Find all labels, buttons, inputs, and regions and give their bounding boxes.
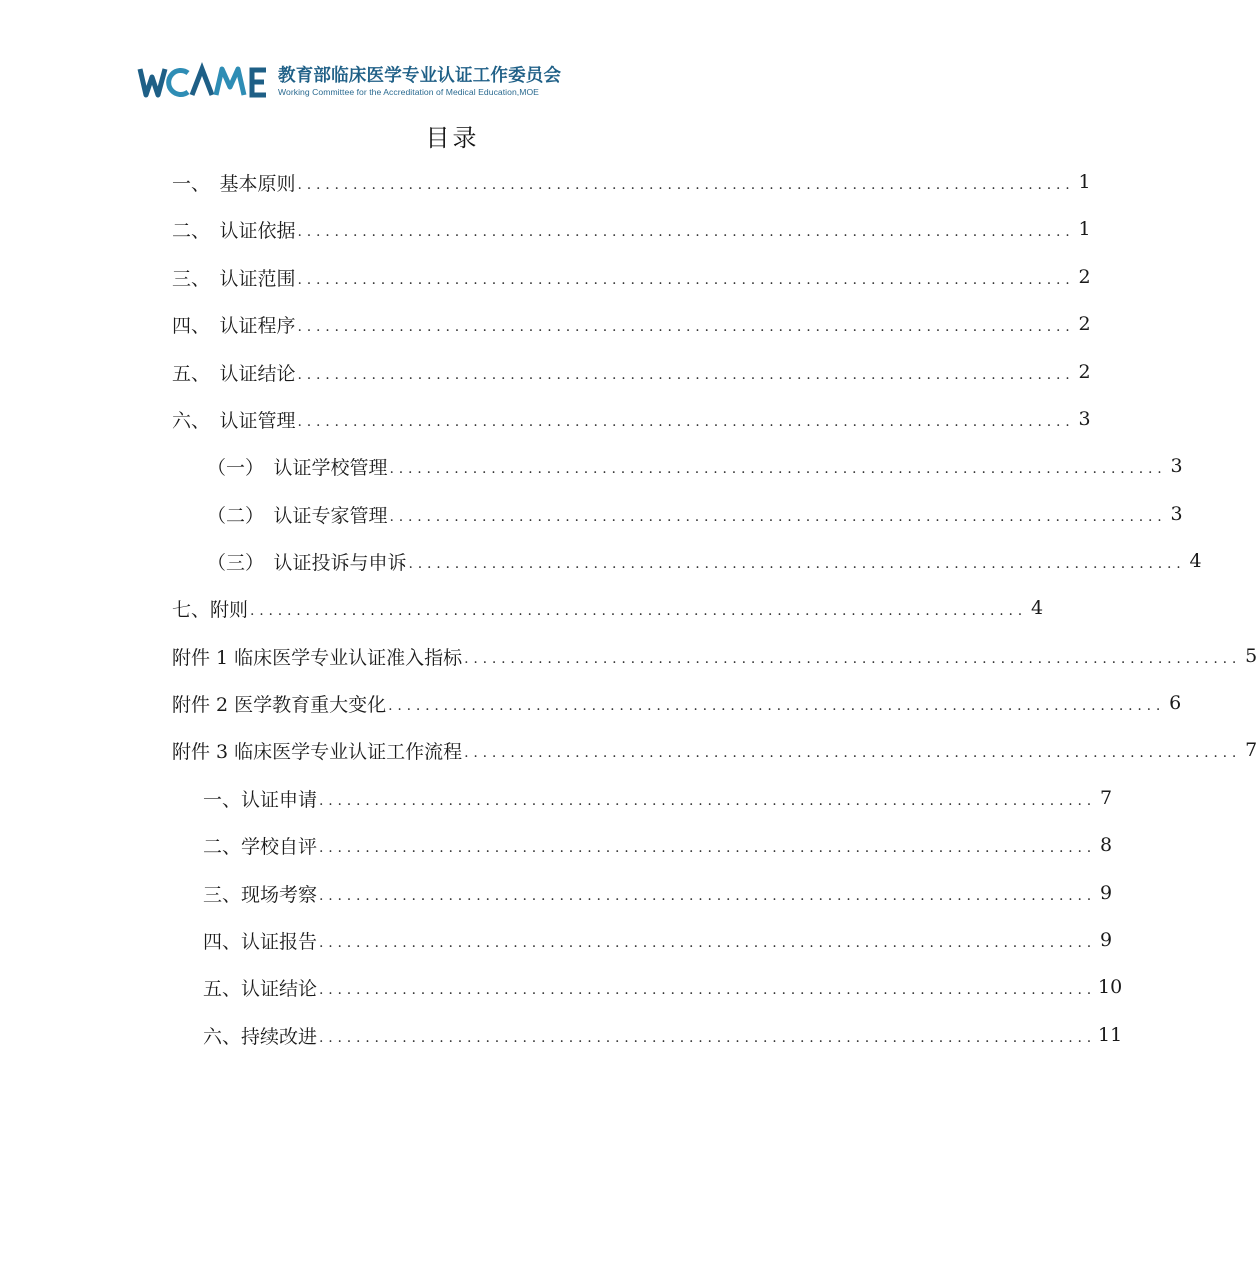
toc-subentry[interactable] [203, 925, 1113, 955]
toc-entry-page: 11 [1098, 1024, 1123, 1046]
toc-subentry[interactable] [203, 830, 1113, 860]
toc-entry-page: 2 [1078, 266, 1091, 288]
toc-entry-label: 三、现场考察 [203, 883, 318, 906]
toc-leader-dots: .................................................................................... [297, 319, 1075, 335]
toc-entry[interactable] [172, 735, 1257, 765]
toc-entry-page: 9 [1099, 882, 1113, 904]
toc-leader-dots: .................................................................................... [297, 224, 1075, 240]
toc-entry-label: 六、持续改进 [203, 1025, 318, 1048]
toc-entry-label: 六、 认证管理 [172, 409, 296, 432]
toc-entry[interactable] [172, 357, 1091, 387]
toc-entry-label: 七、附则 [172, 598, 249, 621]
toc-entry-label: 四、认证报告 [203, 930, 318, 953]
toc-entry-label: （三） 认证投诉与申诉 [207, 551, 407, 574]
toc-entry[interactable] [172, 214, 1091, 244]
org-name-en: Working Committee for the Accreditation of Medical Education,MOE [278, 87, 539, 97]
toc-leader-dots: .................................................................................... [319, 888, 1097, 904]
toc-entry-page: 9 [1099, 929, 1113, 951]
toc-entry-page: 6 [1169, 692, 1182, 714]
toc-entry-label: 四、 认证程序 [172, 314, 296, 337]
toc-leader-dots: .................................................................................... [464, 651, 1242, 667]
toc-leader-dots: .................................................................................... [388, 698, 1166, 714]
toc-entry-label: 附件 2 医学教育重大变化 [172, 693, 387, 716]
toc-leader-dots: .................................................................................... [319, 935, 1097, 951]
toc-subentry[interactable] [203, 878, 1113, 908]
toc-entry-page: 4 [1189, 550, 1202, 572]
toc-entry-page: 3 [1170, 455, 1183, 477]
org-name-cn: 教育部临床医学专业认证工作委员会 [278, 66, 562, 86]
toc-entry[interactable] [172, 641, 1257, 671]
toc-entry-page: 1 [1078, 171, 1091, 193]
toc-entry-page: 10 [1098, 976, 1123, 998]
toc-entry-page: 7 [1099, 787, 1113, 809]
toc-leader-dots: .................................................................................... [297, 367, 1075, 383]
toc-entry-page: 2 [1078, 313, 1091, 335]
toc-entry-label: 二、 认证依据 [172, 219, 296, 242]
toc-leader-dots: .................................................................................... [250, 603, 1028, 619]
toc-leader-dots: .................................................................................... [464, 745, 1242, 761]
toc-entry-label: 一、 基本原则 [172, 172, 296, 195]
toc-entry-label: 五、认证结论 [203, 977, 318, 1000]
toc-entry-label: （二） 认证专家管理 [207, 504, 388, 527]
toc-entry[interactable] [172, 262, 1091, 292]
toc-entry-label: 五、 认证结论 [172, 362, 296, 385]
toc-subentry[interactable] [203, 972, 1123, 1002]
toc-entry-label: 附件 1 临床医学专业认证准入指标 [172, 646, 463, 669]
toc-leader-dots: .................................................................................... [389, 461, 1167, 477]
toc-subentry[interactable] [203, 1020, 1123, 1050]
toc-leader-dots: .................................................................................... [319, 793, 1097, 809]
toc-title: 目录 [425, 124, 480, 152]
toc-entry[interactable] [172, 593, 1044, 623]
toc-subentry[interactable] [207, 499, 1183, 529]
toc-entry-page: 5 [1245, 645, 1257, 667]
toc-entry-page: 7 [1245, 739, 1257, 761]
toc-entry-page: 3 [1170, 503, 1183, 525]
toc-entry-page: 1 [1078, 218, 1091, 240]
toc-entry-label: 二、学校自评 [203, 835, 318, 858]
toc-entry-page: 3 [1078, 408, 1091, 430]
toc-leader-dots: .................................................................................... [389, 509, 1167, 525]
toc-leader-dots: .................................................................................... [297, 177, 1075, 193]
toc-entry[interactable] [172, 688, 1182, 718]
toc-subentry[interactable] [207, 451, 1183, 481]
toc-entry[interactable] [172, 404, 1091, 434]
toc-entry-label: （一） 认证学校管理 [207, 456, 388, 479]
toc-entry-page: 8 [1099, 834, 1113, 856]
toc-subentry[interactable] [207, 546, 1202, 576]
toc-entry-page: 4 [1030, 597, 1044, 619]
toc-leader-dots: .................................................................................... [297, 414, 1075, 430]
toc-leader-dots: .................................................................................... [319, 840, 1097, 856]
toc-leader-dots: .................................................................................... [297, 272, 1075, 288]
toc-entry[interactable] [172, 167, 1091, 197]
toc-entry-label: 附件 3 临床医学专业认证工作流程 [172, 740, 463, 763]
toc-entry[interactable] [172, 309, 1091, 339]
toc-leader-dots: .................................................................................... [319, 982, 1097, 998]
toc-leader-dots: .................................................................................... [408, 556, 1186, 572]
toc-entry-label: 三、 认证范围 [172, 267, 296, 290]
toc-entry-label: 一、认证申请 [203, 788, 318, 811]
toc-subentry[interactable] [203, 783, 1113, 813]
toc-entry-page: 2 [1078, 361, 1091, 383]
toc-leader-dots: .................................................................................... [319, 1030, 1097, 1046]
